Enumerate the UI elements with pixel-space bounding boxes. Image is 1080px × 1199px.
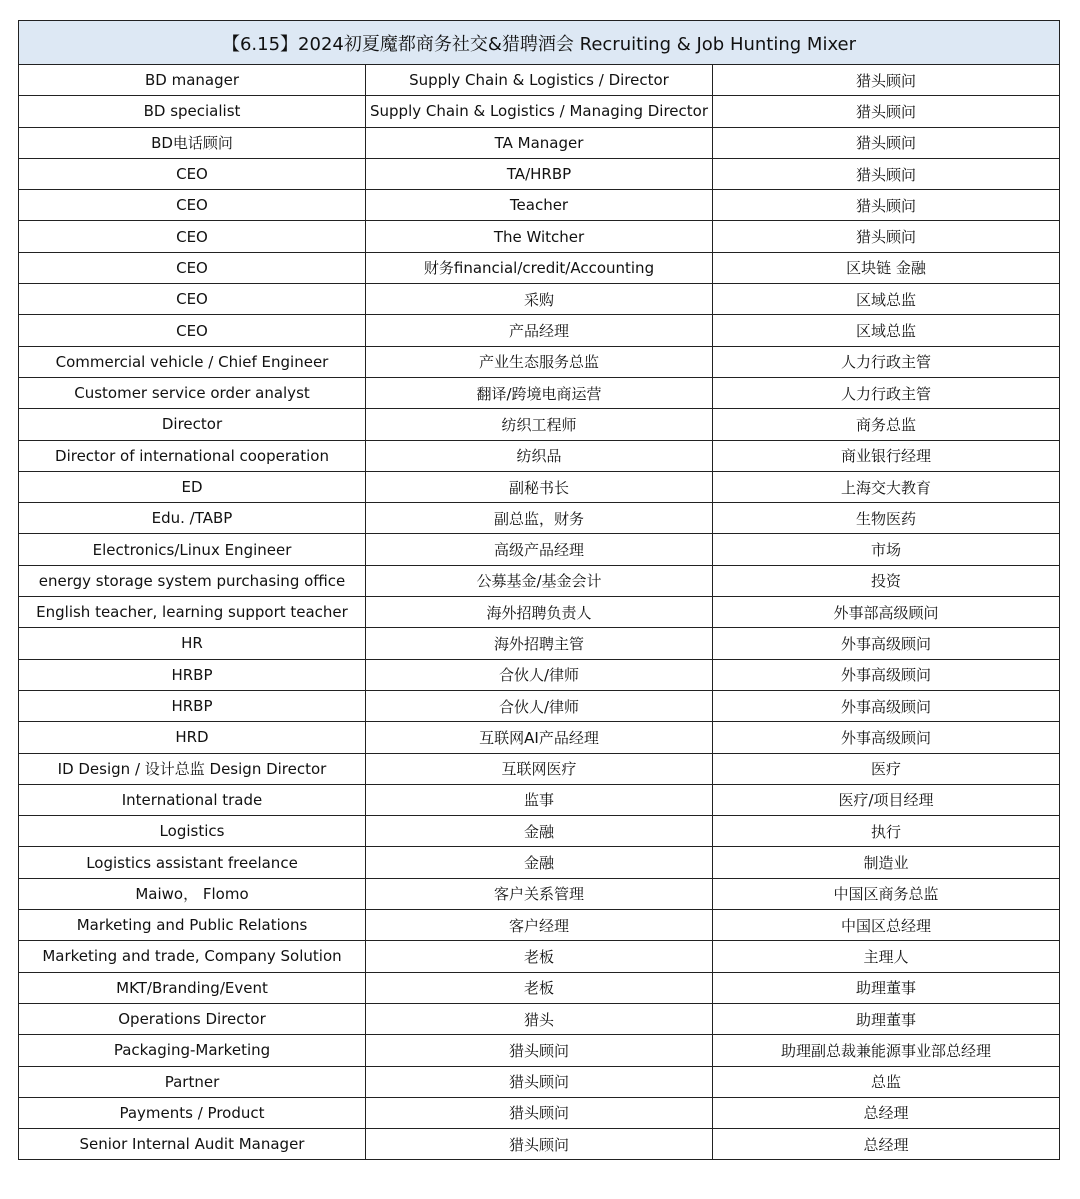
table-cell: 高级产品经理 — [366, 534, 713, 565]
table-cell: Senior Internal Audit Manager — [19, 1129, 366, 1160]
table-row — [19, 972, 1060, 1003]
table-cell: 总经理 — [713, 1129, 1060, 1160]
table-cell: TA Manager — [366, 127, 713, 158]
table-row — [19, 878, 1060, 909]
table-cell: Supply Chain & Logistics / Director — [366, 65, 713, 96]
table-cell: 区域总监 — [713, 315, 1060, 346]
table-cell: International trade — [19, 784, 366, 815]
table-cell: MKT/Branding/Event — [19, 972, 366, 1003]
table-cell: 上海交大教育 — [713, 471, 1060, 502]
table-cell: Partner — [19, 1066, 366, 1097]
table-cell: TA/HRBP — [366, 158, 713, 189]
table-row — [19, 784, 1060, 815]
table-cell: 老板 — [366, 972, 713, 1003]
table-row — [19, 65, 1060, 96]
table-cell: 猎头顾问 — [713, 96, 1060, 127]
table-cell: 客户经理 — [366, 910, 713, 941]
table-cell: 区块链 金融 — [713, 252, 1060, 283]
table-row — [19, 1035, 1060, 1066]
table-row — [19, 1066, 1060, 1097]
table-cell: 猎头顾问 — [713, 65, 1060, 96]
table-cell: 猎头 — [366, 1003, 713, 1034]
table-cell: Teacher — [366, 190, 713, 221]
table-cell: 助理董事 — [713, 972, 1060, 1003]
table-cell: Customer service order analyst — [19, 377, 366, 408]
table-row — [19, 284, 1060, 315]
table-row — [19, 816, 1060, 847]
table-row — [19, 1097, 1060, 1128]
table-row — [19, 221, 1060, 252]
table-cell: 医疗 — [713, 753, 1060, 784]
table-cell: HRD — [19, 722, 366, 753]
table-cell: 公募基金/基金会计 — [366, 565, 713, 596]
table-cell: Commercial vehicle / Chief Engineer — [19, 346, 366, 377]
table-cell: BD manager — [19, 65, 366, 96]
table-row — [19, 910, 1060, 941]
table-row — [19, 1003, 1060, 1034]
table-cell: BD电话顾问 — [19, 127, 366, 158]
table-cell: 医疗/项目经理 — [713, 784, 1060, 815]
table-header-row — [19, 21, 1060, 65]
table-cell: 金融 — [366, 847, 713, 878]
table-cell: 人力行政主管 — [713, 346, 1060, 377]
table-row — [19, 96, 1060, 127]
table-row — [19, 753, 1060, 784]
table-cell: Electronics/Linux Engineer — [19, 534, 366, 565]
table-row — [19, 346, 1060, 377]
table-row — [19, 534, 1060, 565]
table-cell: 总经理 — [713, 1097, 1060, 1128]
table-cell: 纺织品 — [366, 440, 713, 471]
table-cell: 商业银行经理 — [713, 440, 1060, 471]
table-cell: Director of international cooperation — [19, 440, 366, 471]
table-cell: Operations Director — [19, 1003, 366, 1034]
table-cell: 互联网医疗 — [366, 753, 713, 784]
table-cell: 产品经理 — [366, 315, 713, 346]
table-cell: 纺织工程师 — [366, 409, 713, 440]
table-cell: 合伙人/律师 — [366, 690, 713, 721]
table-cell: HR — [19, 628, 366, 659]
table-cell: Edu. /TABP — [19, 503, 366, 534]
table-cell: Marketing and Public Relations — [19, 910, 366, 941]
table-cell: 客户关系管理 — [366, 878, 713, 909]
table-cell: 猎头顾问 — [713, 127, 1060, 158]
table-row — [19, 315, 1060, 346]
table-cell: energy storage system purchasing office — [19, 565, 366, 596]
table-cell: Supply Chain & Logistics / Managing Director — [366, 96, 713, 127]
table-row — [19, 190, 1060, 221]
table-cell: 制造业 — [713, 847, 1060, 878]
table-cell: 翻译/跨境电商运营 — [366, 377, 713, 408]
job-title-table-container — [18, 20, 1059, 1160]
table-cell: 猎头顾问 — [713, 158, 1060, 189]
table-cell: 金融 — [366, 816, 713, 847]
table-cell: 海外招聘主管 — [366, 628, 713, 659]
table-cell: 财务financial/credit/Accounting — [366, 252, 713, 283]
table-cell: 区域总监 — [713, 284, 1060, 315]
table-cell: 互联网AI产品经理 — [366, 722, 713, 753]
table-cell: Logistics assistant freelance — [19, 847, 366, 878]
table-row — [19, 158, 1060, 189]
table-cell: The Witcher — [366, 221, 713, 252]
table-cell: BD specialist — [19, 96, 366, 127]
table-body — [19, 65, 1060, 1160]
table-cell: HRBP — [19, 690, 366, 721]
table-cell: 海外招聘负责人 — [366, 597, 713, 628]
table-cell: 外事高级顾问 — [713, 690, 1060, 721]
table-cell: 猎头顾问 — [713, 190, 1060, 221]
table-cell: CEO — [19, 158, 366, 189]
table-row — [19, 440, 1060, 471]
table-cell: CEO — [19, 284, 366, 315]
table-cell: 中国区总经理 — [713, 910, 1060, 941]
table-cell: 采购 — [366, 284, 713, 315]
table-cell: 副秘书长 — [366, 471, 713, 502]
table-cell: 外事高级顾问 — [713, 722, 1060, 753]
table-cell: 外事高级顾问 — [713, 659, 1060, 690]
table-cell: 执行 — [713, 816, 1060, 847]
table-row — [19, 409, 1060, 440]
table-row — [19, 690, 1060, 721]
table-row — [19, 565, 1060, 596]
table-cell: 投资 — [713, 565, 1060, 596]
table-row — [19, 127, 1060, 158]
table-cell: CEO — [19, 221, 366, 252]
table-cell: 猎头顾问 — [713, 221, 1060, 252]
table-title: 【6.15】2024初夏魔都商务社交&猎聘酒会 Recruiting & Job Hunting Mixer — [19, 21, 1060, 65]
table-cell: Packaging-Marketing — [19, 1035, 366, 1066]
table-cell: Logistics — [19, 816, 366, 847]
table-row — [19, 659, 1060, 690]
table-cell: 生物医药 — [713, 503, 1060, 534]
table-row — [19, 377, 1060, 408]
table-row — [19, 597, 1060, 628]
table-cell: ED — [19, 471, 366, 502]
table-cell: 外事高级顾问 — [713, 628, 1060, 659]
table-cell: CEO — [19, 252, 366, 283]
table-cell: CEO — [19, 190, 366, 221]
table-cell: Maiwo， Flomo — [19, 878, 366, 909]
table-cell: 猎头顾问 — [366, 1066, 713, 1097]
table-cell: CEO — [19, 315, 366, 346]
table-row — [19, 847, 1060, 878]
table-cell: 助理副总裁兼能源事业部总经理 — [713, 1035, 1060, 1066]
table-row — [19, 722, 1060, 753]
table-cell: 猎头顾问 — [366, 1035, 713, 1066]
table-row — [19, 1129, 1060, 1160]
table-cell: 猎头顾问 — [366, 1129, 713, 1160]
table-cell: 商务总监 — [713, 409, 1060, 440]
table-row — [19, 628, 1060, 659]
table-cell: 助理董事 — [713, 1003, 1060, 1034]
table-cell: 产业生态服务总监 — [366, 346, 713, 377]
table-cell: 外事部高级顾问 — [713, 597, 1060, 628]
table-cell: 市场 — [713, 534, 1060, 565]
table-row — [19, 503, 1060, 534]
job-title-table — [18, 20, 1060, 1160]
table-row — [19, 941, 1060, 972]
table-cell: 老板 — [366, 941, 713, 972]
table-cell: ID Design / 设计总监 Design Director — [19, 753, 366, 784]
table-cell: 合伙人/律师 — [366, 659, 713, 690]
table-cell: 猎头顾问 — [366, 1097, 713, 1128]
table-cell: English teacher, learning support teacher — [19, 597, 366, 628]
table-row — [19, 471, 1060, 502]
table-cell: 人力行政主管 — [713, 377, 1060, 408]
table-cell: 副总监，财务 — [366, 503, 713, 534]
table-cell: Marketing and trade, Company Solution — [19, 941, 366, 972]
table-cell: HRBP — [19, 659, 366, 690]
table-cell: 中国区商务总监 — [713, 878, 1060, 909]
table-cell: 监事 — [366, 784, 713, 815]
table-row — [19, 252, 1060, 283]
table-cell: Payments / Product — [19, 1097, 366, 1128]
table-cell: 总监 — [713, 1066, 1060, 1097]
table-cell: 主理人 — [713, 941, 1060, 972]
table-cell: Director — [19, 409, 366, 440]
